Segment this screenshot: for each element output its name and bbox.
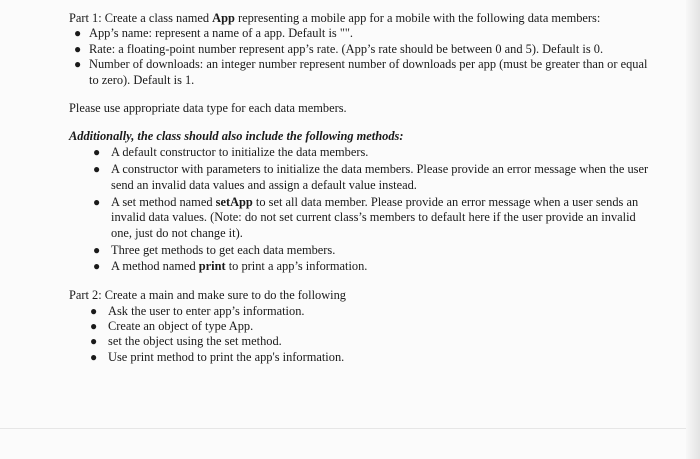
print-method-text: A method named [111, 258, 199, 273]
member-downloads: Number of downloads: an integer number represent number of downloads per app (must be greater than or equal to zero). Default is 1. [89, 57, 648, 87]
methods-heading: Additionally, the class should also include the following methods: [69, 129, 404, 144]
list-item [69, 42, 659, 57]
list-item [69, 162, 659, 193]
bullet-icon: ● [74, 26, 82, 41]
bullet-icon: ● [93, 243, 101, 258]
print-method-name: print [198, 258, 226, 273]
bullet-icon: ● [90, 318, 98, 333]
set-method-text-end: to set all data member. Please provide an error message when a user sends an invalid data values. (Note: do not set current class’s members to default here if the user provide an invalid one, just do not change it). [111, 195, 639, 240]
list-item [69, 259, 659, 274]
part2-step: Create an object of type App. [108, 318, 254, 333]
list-item [69, 243, 659, 258]
assignment-text [69, 11, 659, 365]
list-item [69, 350, 659, 365]
default-constructor-text: A default constructor to initialize the data members. [111, 144, 369, 159]
part2-step: Use print method to print the app's information. [108, 349, 345, 364]
part2-intro: Part 2: Create a main and make sure to do the following [69, 288, 346, 303]
bullet-icon: ● [93, 162, 101, 177]
part1-intro [69, 11, 659, 26]
part2-step: Ask the user to enter app’s information. [108, 303, 305, 318]
bullet-icon: ● [93, 144, 101, 159]
param-constructor-text: A constructor with parameters to initialize the data members. Please provide an error message when the user send an invalid data values and assign a default value instead. [111, 162, 649, 192]
bullet-icon: ● [90, 334, 98, 349]
bullet-icon: ● [74, 57, 82, 72]
bullet-icon: ● [93, 258, 101, 273]
methods-list [69, 145, 659, 274]
bullet-icon: ● [93, 195, 101, 210]
set-method-name: setApp [215, 195, 253, 210]
list-item [69, 57, 659, 88]
page-edge-shadow [686, 0, 700, 459]
part1-intro-text: Part 1: Create a class named [69, 11, 213, 25]
bullet-icon: ● [90, 303, 98, 318]
set-method-text: A set method named [111, 195, 216, 210]
getters-text: Three get methods to get each data members. [111, 243, 336, 258]
part2-step: set the object using the set method. [108, 334, 282, 349]
list-item [69, 26, 659, 41]
list-item [69, 319, 659, 334]
bullet-icon: ● [90, 349, 98, 364]
list-item [69, 195, 659, 241]
member-name: App’s name: represent a name of a app. Default is "". [89, 26, 354, 41]
list-item [69, 334, 659, 349]
page-bottom-rule [0, 428, 686, 429]
class-name-bold: App [212, 11, 235, 25]
member-rate: Rate: a floating-point number represent app’s rate. (App’s rate should be between 0 and 5). Default is 0. [89, 41, 604, 56]
data-members-list [69, 26, 659, 88]
datatype-note: Please use appropriate data type for each data members. [69, 101, 347, 116]
list-item [69, 304, 659, 319]
part1-intro-text-end: representing a mobile app for a mobile with the following data members: [234, 11, 601, 25]
bullet-icon: ● [74, 41, 82, 56]
list-item [69, 145, 659, 160]
part2-list [69, 304, 659, 366]
print-method-text-end: to print a app’s information. [225, 258, 368, 273]
